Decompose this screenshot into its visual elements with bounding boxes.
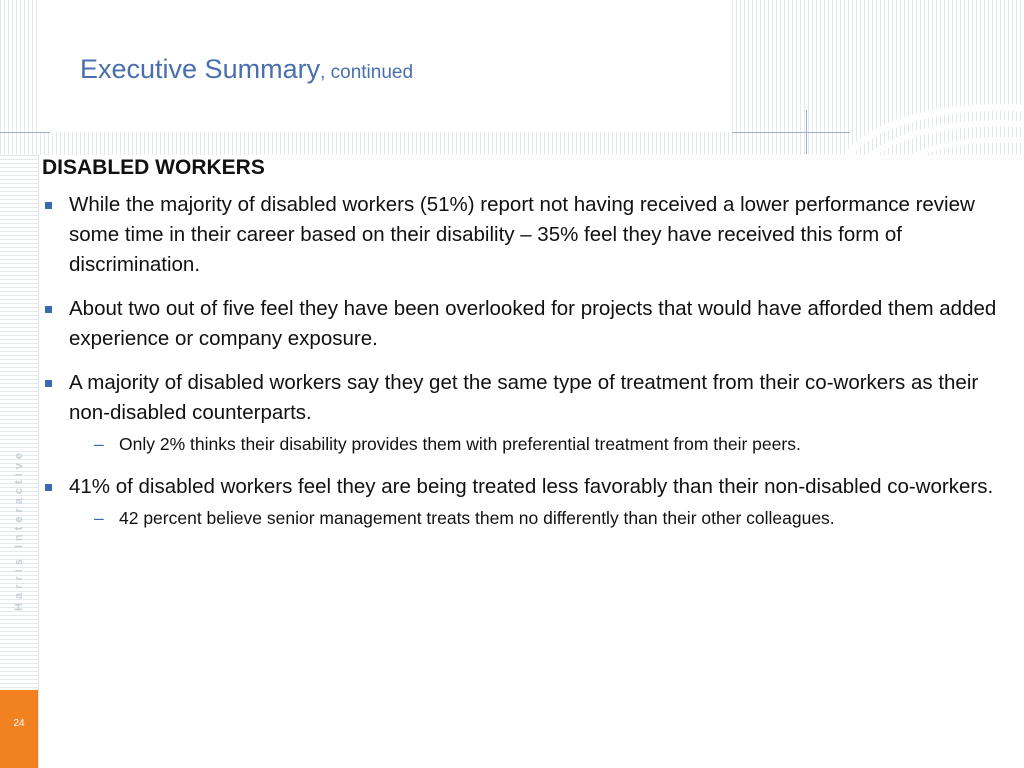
bullet-text: A majority of disabled workers say they get the same type of treatment from their co-workers as their non-disabled counterparts. <box>69 371 979 424</box>
bullet-text: While the majority of disabled workers (51%) report not having received a lower performance review some time in their career based on their disability – 35% feel they have received this form of discrimination. <box>69 193 975 276</box>
bullet-text: About two out of five feel they have been overlooked for projects that would have afforded them added experience or company exposure. <box>69 297 997 350</box>
page-number: 24 <box>13 718 25 729</box>
page-title-main: Executive Summary <box>80 54 321 84</box>
page-number-tab <box>0 690 38 768</box>
square-bullet-icon <box>45 484 52 491</box>
header-tick-mark <box>806 110 807 154</box>
square-bullet-icon <box>45 306 52 313</box>
header-rule-left <box>0 132 50 133</box>
left-divider <box>38 155 39 768</box>
sub-bullet-item <box>42 431 1002 458</box>
sub-bullet-text: Only 2% thinks their disability provides them with preferential treatment from their peers. <box>119 434 801 454</box>
left-stripe-pattern <box>0 155 38 705</box>
dash-bullet-icon: – <box>94 508 104 528</box>
bullet-text: 41% of disabled workers feel they are being treated less favorably than their non-disabled co-workers. <box>69 475 994 498</box>
section-heading: DISABLED WORKERS <box>42 156 265 179</box>
bullet-item <box>42 368 1002 428</box>
square-bullet-icon <box>45 380 52 387</box>
dash-bullet-icon: – <box>94 434 104 454</box>
page-title-suffix: , continued <box>320 62 414 83</box>
page-title <box>80 54 413 85</box>
header-rule-right <box>732 132 850 133</box>
slide-content <box>42 156 1002 546</box>
sub-bullet-item <box>42 505 1002 532</box>
bullet-item <box>42 190 1002 280</box>
swoosh-graphic <box>848 102 1024 158</box>
square-bullet-icon <box>45 202 52 209</box>
bullet-item <box>42 294 1002 354</box>
bullet-item <box>42 472 1002 502</box>
brand-vertical-text: Harris Interactive <box>13 449 25 611</box>
sub-bullet-text: 42 percent believe senior management treats them no differently than their other colleagues. <box>119 508 835 528</box>
